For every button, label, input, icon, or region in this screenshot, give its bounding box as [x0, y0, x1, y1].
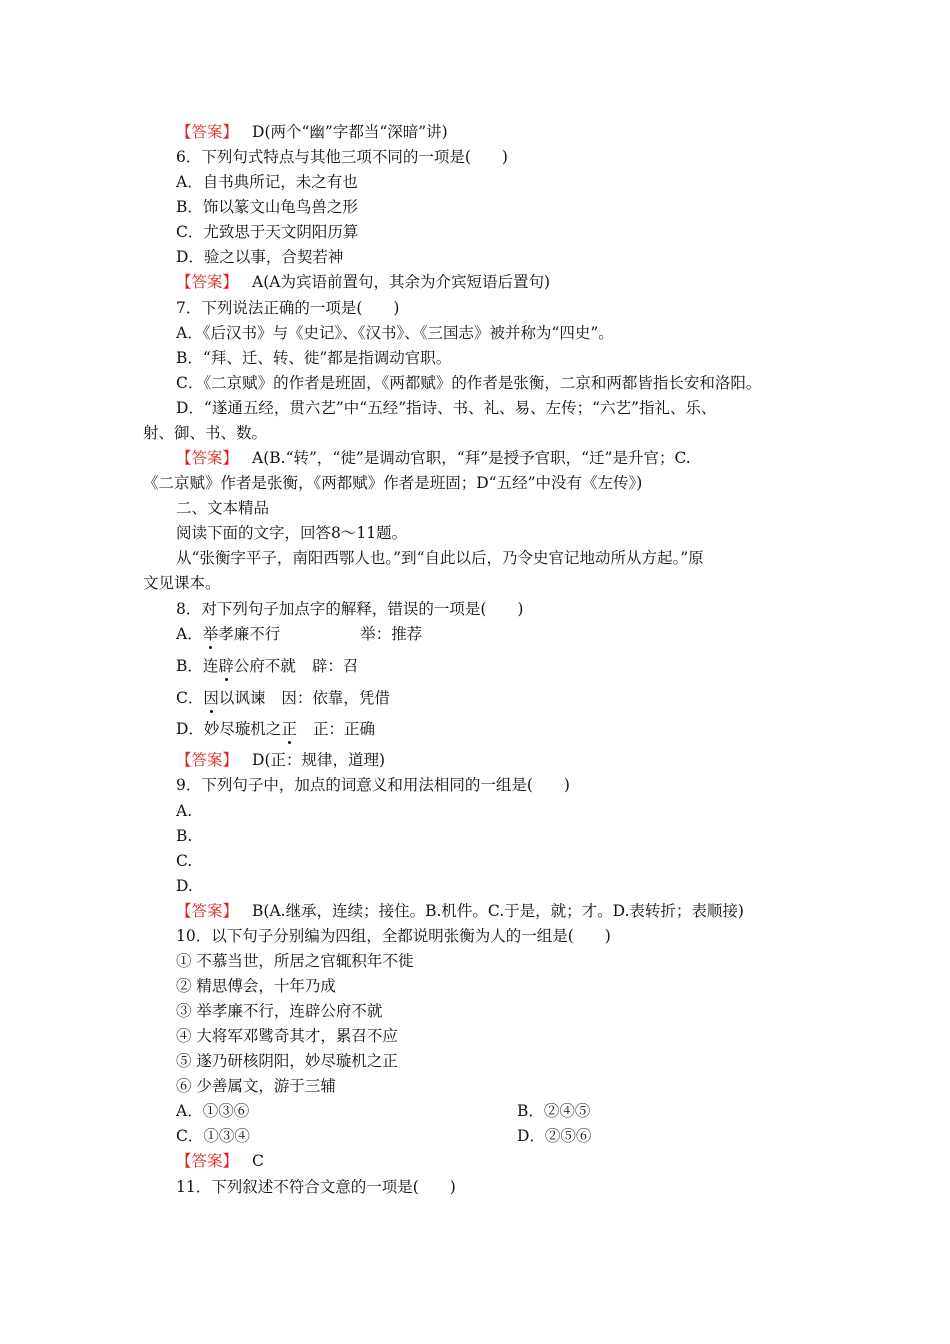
q6-answer-text: A(A为宾语前置句，其余为介宾短语后置句): [252, 273, 550, 291]
q10-item: ② 精思傅会，十年乃成: [176, 977, 336, 995]
q8-option-b: [176, 655, 358, 677]
q10-stem: 10．以下句子分别编为四组，全都说明张衡为人的一组是( ): [176, 927, 611, 945]
reading-intro: 阅读下面的文字，回答8～11题。: [176, 524, 408, 542]
section-title: 二、文本精品: [176, 499, 270, 517]
q8-b-text: 公府不就: [233, 657, 296, 675]
q8-option-d: [176, 718, 375, 740]
q11-stem: 11．下列叙述不符合文意的一项是( ): [176, 1178, 456, 1196]
q8-c-gloss: 因：依靠，凭借: [281, 689, 390, 707]
q10-item: ① 不慕当世，所居之官辄积年不徙: [176, 952, 414, 970]
q7-answer-line1: [176, 447, 691, 469]
q10-item: ④ 大将军邓骘奇其才，累召不应: [176, 1027, 398, 1045]
q8-b-dotted-char: 辟: [218, 657, 234, 675]
q6-option-c: C．尤致思于天文阴阳历算: [176, 223, 359, 241]
answer-tag: 【答案】: [176, 123, 239, 141]
q10-item: ⑥ 少善属文，游于三辅: [176, 1077, 336, 1095]
q10-option-d: D．②⑤⑥: [517, 1127, 592, 1145]
q6-option-a: A．自书典所记，未之有也: [176, 173, 358, 191]
q9-answer-text: B(A.继承，连续；接住。B.机件。C.于是，就；才。D.表转折；表顺接): [252, 902, 744, 920]
source-note-line1: 从“张衡字平子，南阳西鄂人也。”到“自此以后，乃令史官记地动所从方起。”原: [176, 549, 704, 567]
q7-stem: 7．下列说法正确的一项是( ): [176, 299, 400, 317]
q8-a-gloss: 举：推荐: [360, 625, 423, 643]
q9-option-c: C.: [176, 852, 193, 870]
q8-option-c: [176, 687, 390, 709]
q7-option-c: C．《二京赋》的作者是班固，《两都赋》的作者是张衡，二京和两都皆指长安和洛阳。: [176, 374, 762, 392]
q10-answer-text: C: [252, 1152, 264, 1170]
q8-c-dotted-char: 因: [203, 689, 219, 707]
q8-d-prefix: D．妙尽璇机之: [176, 720, 282, 738]
q7-option-b: B．“拜、迁、转、徙”都是指调动官职。: [176, 349, 452, 367]
q8-a-text: 孝廉不行: [218, 625, 281, 643]
q8-a-prefix: A．: [176, 625, 203, 643]
q10-answer-line: [176, 1150, 264, 1172]
q9-option-a: A.: [176, 802, 193, 820]
q10-option-b: B．②④⑤: [517, 1102, 591, 1120]
q10-option-a: A．①③⑥: [176, 1102, 250, 1120]
answer-tag: 【答案】: [176, 449, 239, 467]
q8-answer-text: D(正：规律，道理): [252, 751, 386, 769]
answer-tag: 【答案】: [176, 751, 239, 769]
q5-answer-text: D(两个“幽”字都当“深暗”讲): [252, 123, 448, 141]
q6-option-d: D．验之以事，合契若神: [176, 248, 344, 266]
q5-answer-line: [176, 121, 448, 143]
q8-b-gloss: 辟：召: [311, 657, 359, 675]
q10-item: ③ 举孝廉不行，连辟公府不就: [176, 1002, 383, 1020]
q8-d-gloss: 正：正确: [312, 720, 375, 738]
q8-stem: 8．对下列句子加点字的解释，错误的一项是( ): [176, 600, 524, 618]
q8-option-a: [176, 623, 422, 645]
answer-tag: 【答案】: [176, 1152, 239, 1170]
q7-option-d-line2: 射、御、书、数。: [143, 424, 268, 442]
source-note-line2: 文见课本。: [143, 574, 221, 592]
q6-option-b: B．饰以篆文山龟鸟兽之形: [176, 198, 358, 216]
q8-answer-line: [176, 749, 385, 771]
q7-answer-line2: 《二京赋》作者是张衡，《两都赋》作者是班固；D“五经”中没有《左传》): [143, 474, 643, 492]
q7-answer-text-1: A(B.“转”，“徙”是调动官职，“拜”是授予官职，“迁”是升官；C.: [252, 449, 691, 467]
q6-answer-line: [176, 271, 550, 293]
q9-stem: 9．下列句子中，加点的词意义和用法相同的一组是( ): [176, 776, 570, 794]
q8-a-dotted-char: 举: [202, 625, 219, 643]
q9-option-d: D.: [176, 877, 193, 895]
q9-answer-line: [176, 900, 744, 922]
q8-b-prefix: B．连: [176, 657, 219, 675]
q8-c-prefix: C．: [176, 689, 204, 707]
q7-option-a: A．《后汉书》与《史记》、《汉书》、《三国志》被并称为“四史”。: [176, 324, 614, 342]
q8-c-text: 以讽谏: [218, 689, 266, 707]
q10-option-c: C．①③④: [176, 1127, 250, 1145]
q8-d-dotted-char: 正: [281, 720, 297, 738]
q7-option-d-line1: D．“遂通五经，贯六艺”中“五经”指诗、书、礼、易、左传；“六艺”指礼、乐、: [176, 399, 717, 417]
q6-stem: 6．下列句式特点与其他三项不同的一项是( ): [176, 148, 508, 166]
answer-tag: 【答案】: [176, 273, 239, 291]
answer-tag: 【答案】: [176, 902, 239, 920]
q10-item: ⑤ 遂乃研核阴阳，妙尽璇机之正: [176, 1052, 398, 1070]
q9-option-b: B.: [176, 827, 193, 845]
